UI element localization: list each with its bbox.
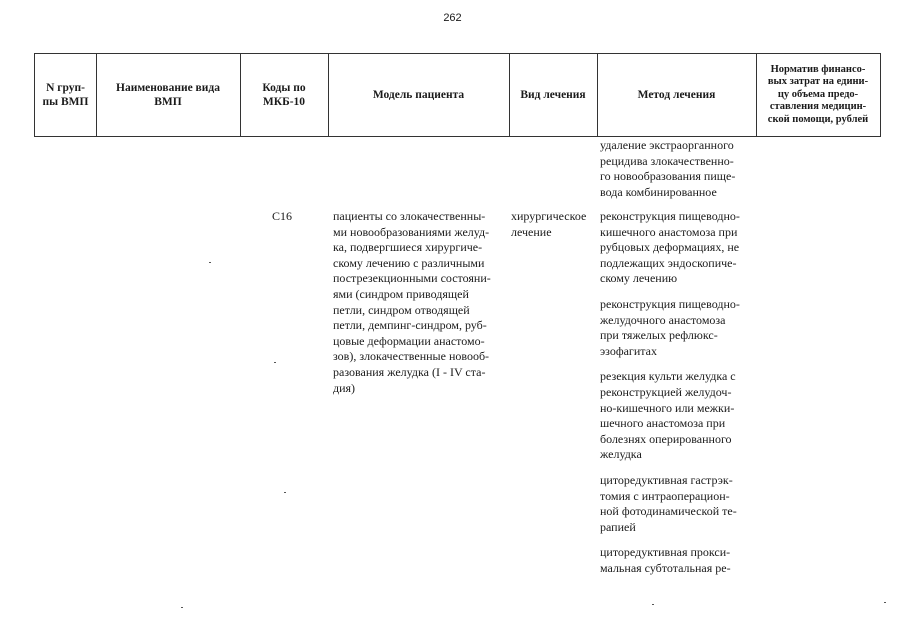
method-item: реконструкция пищеводно- желудочного анастомоза при тяжелых рефлюкс- эзофагитах — [600, 296, 740, 358]
header-financial-norm: Норматив финансо- вых затрат на едини- цу объема предо- ставления медицин- ской помощи, рублей — [767, 63, 869, 125]
method-item: циторедуктивная гастрэк- томия с интраоперацион- ной фотодинамической те- рапией — [600, 472, 737, 534]
header-patient-model: Модель пациента — [372, 89, 465, 101]
method-item: реконструкция пищеводно- кишечного анастомоза при рубцовых деформациях, не подлежащих эндоскопиче- скому лечению — [600, 209, 740, 286]
patient-model-text: пациенты со злокачественны- ми новообразованиями желуд- ка, подвергшиеся хирургиче- скому лечению с различными пострезекционными состояни- ями (синдром приводящей петли, синдром отводящей петли, демпинг-синдром, руб- цовые деформации анастомо- зов), злокачественные новооб- разования желудка (I - IV ста- дия) — [333, 209, 491, 395]
header-vmp-group: N груп- пы ВМП — [42, 82, 89, 108]
icd-code: С16 — [272, 209, 293, 223]
method-continued-text: удаление экстраорганного рецидива злокачественно- го новообразования пище- вода комбинированное — [600, 138, 736, 199]
header-vmp-name: Наименование вида ВМП — [116, 82, 220, 108]
method-list — [600, 209, 780, 576]
treatment-type-text: хирургическое лечение — [511, 209, 587, 239]
page-number: 262 — [443, 12, 462, 24]
header-treatment-type: Вид лечения — [520, 89, 586, 101]
header-icd-codes: Коды по МКБ-10 — [262, 82, 306, 108]
table-header — [34, 53, 881, 137]
method-item: резекция культи желудка с реконструкцией желудоч- но-кишечного или межки- шечного анастомоза при болезнях оперированного желудка — [600, 369, 736, 462]
method-item: циторедуктивная прокси- мальная субтотальная ре- — [600, 545, 731, 575]
header-treatment-method: Метод лечения — [637, 89, 716, 101]
